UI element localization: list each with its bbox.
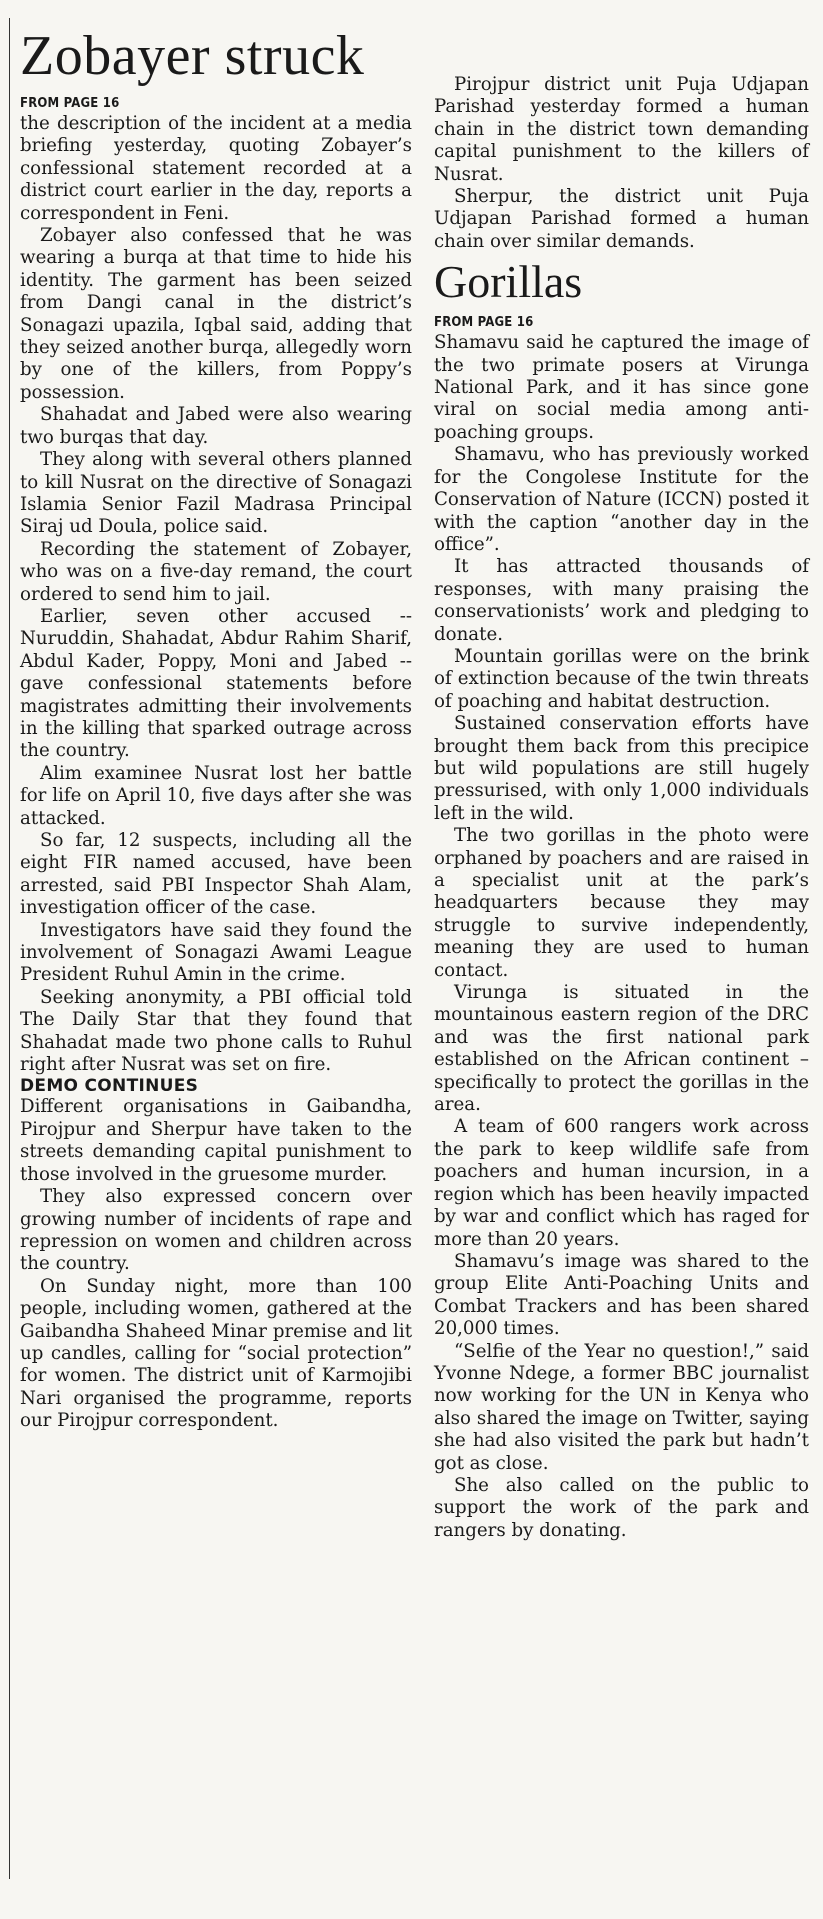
paragraph: Earlier, seven other accused -- Nuruddin, Shahadat, Abdur Rahim Sharif, Abdul Kader, Poppy, Moni and Jabed -- gave confessional statements before magistrates admitting their involvements in the killing that sparked outrage across the country. [20,605,412,762]
jump-line: FROM PAGE 16 [20,96,120,111]
paragraph: She also called on the public to support the work of the park and rangers by donating. [434,1474,809,1541]
paragraph: Different organisations in Gaibandha, Pirojpur and Sherpur have taken to the streets demanding capital punishment to those involved in the gruesome murder. [20,1096,412,1185]
paragraph: It has attracted thousands of responses, with many praising the conservationists’ work and pledging to donate. [434,556,809,645]
paragraph: They along with several others planned to kill Nusrat on the directive of Sonagazi Islamia Senior Fazil Madrasa Principal Siraj ud Doula, police said. [20,449,412,538]
paragraph: Sustained conservation efforts have brought them back from this precipice but wild populations are still hugely pressurised, with only 1,000 individuals left in the wild. [434,713,809,824]
subhead-demo: DEMO CONTINUES [20,1076,199,1097]
paragraph: Zobayer also confessed that he was wearing a burqa at that time to hide his identity. The garment has been seized from Dangi canal in the district’s Sonagazi upazila, Iqbal said, adding that they seized another burqa, allegedly worn by one of the killers, from Poppy’s possession. [20,225,412,403]
columns [20,74,813,1542]
column-right [434,74,809,1542]
paragraph: On Sunday night, more than 100 people, including women, gathered at the Gaibandha Shaheed Minar premise and lit up candles, calling for “social protection” for women. The district unit of Karmojibi Nari organised the programme, reports our Pirojpur correspondent. [20,1275,412,1432]
headline-gorillas: Gorillas [434,256,583,308]
paragraph: A team of 600 rangers work across the park to keep wildlife safe from poachers and human incursion, in a region which has been heavily impacted by war and conflict which has raged for more than 20 years. [434,1116,809,1250]
paragraph: “Selfie of the Year no question!,” said Yvonne Ndege, a former BBC journalist now working for the UN in Kenya who also shared the image on Twitter, saying she had also visited the park but hadn’t got as close. [434,1340,809,1474]
paragraph: Shamavu, who has previously worked for the Congolese Institute for the Conservation of Nature (ICCN) posted it with the caption “another day in the office”. [434,444,809,555]
jump-line: FROM PAGE 16 [434,315,534,331]
paragraph: Sherpur, the district unit Puja Udjapan Parishad formed a human chain over similar demands. [434,186,809,252]
paragraph: Mountain gorillas were on the brink of extinction because of the twin threats of poaching and habitat destruction. [434,645,809,712]
paragraph: Pirojpur district unit Puja Udjapan Parishad yesterday formed a human chain in the district town demanding capital punishment to the killers of Nusrat. [434,74,809,185]
paragraph: Shamavu said he captured the image of the two primate posers at Virunga National Park, and it has since gone viral on social media among anti-poaching groups. [434,332,809,443]
paragraph: So far, 12 suspects, including all the eight FIR named accused, have been arrested, said PBI Inspector Shah Alam, investigation officer of the case. [20,830,412,919]
paragraph: Shamavu’s image was shared to the group Elite Anti-Poaching Units and Combat Trackers and has been shared 20,000 times. [434,1250,809,1340]
paragraph: Shahadat and Jabed were also wearing two burqas that day. [20,404,412,448]
column-rule [9,18,10,1879]
paragraph: Recording the statement of Zobayer, who was on a five-day remand, the court ordered to send him to jail. [20,538,412,605]
paragraph: Alim examinee Nusrat lost her battle for life on April 10, five days after she was attacked. [20,762,412,829]
paragraph: Investigators have said they found the involvement of Sonagazi Awami League President Ruhul Amin in the crime. [20,919,412,986]
column-left [20,96,412,1433]
paragraph: the description of the incident at a media briefing yesterday, quoting Zobayer’s confessional statement recorded at a district court earlier in the day, reports a correspondent in Feni. [20,113,412,224]
headline-zobayer: Zobayer struck [20,25,365,87]
paragraph: Seeking anonymity, a PBI official told The Daily Star that they found that Shahadat made two phone calls to Ruhul right after Nusrat was set on fire. [20,986,412,1076]
paragraph: The two gorillas in the photo were orphaned by poachers and are raised in a specialist unit at the park’s headquarters because they may struggle to survive independently, meaning they are used to human contact. [434,825,809,981]
paragraph: Virunga is situated in the mountainous eastern region of the DRC and was the first national park established on the African continent – specifically to protect the gorillas in the area. [434,982,809,1116]
paragraph: They also expressed concern over growing number of incidents of rape and repression on women and children across the country. [20,1186,412,1275]
